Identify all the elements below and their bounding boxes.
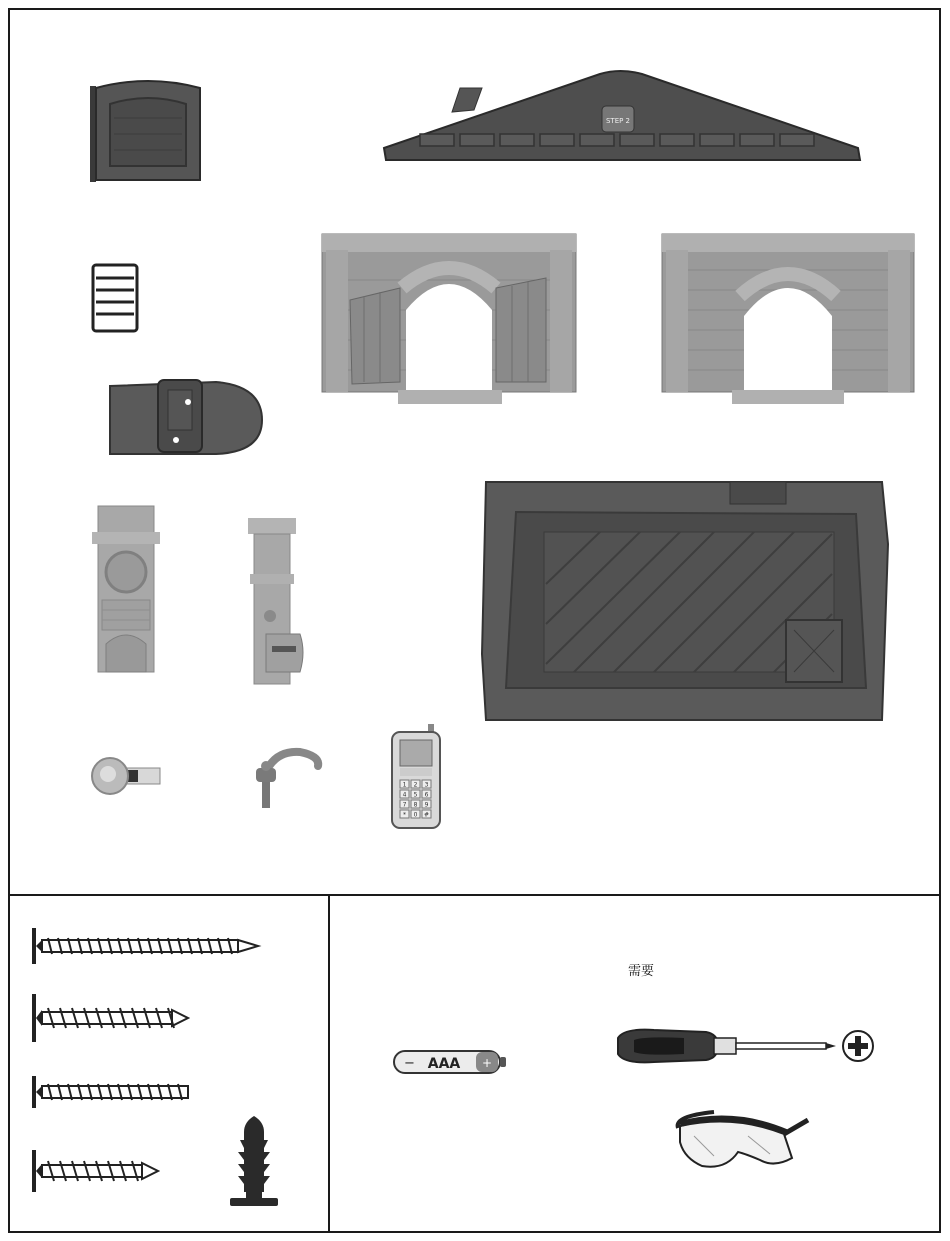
push-rivet-part [226,1114,282,1212]
column-mail-slot-part [244,516,308,688]
safety-glasses-icon [674,1106,814,1174]
mailbox-flap-part [106,378,264,458]
battery-minus-sign: − [404,1056,415,1071]
phone-key: 8 [413,801,418,809]
toy-phone-part [390,724,442,830]
phone-key: 0 [413,811,418,819]
phone-key: 9 [424,801,429,809]
back-wall-part [660,230,916,406]
medium-screw-part [26,992,190,1044]
faucet-part [244,746,324,810]
roof-logo-text: STEP 2 [605,117,631,125]
phillips-screwdriver-icon [614,1026,878,1066]
phone-key: 3 [424,781,429,789]
aaa-battery-icon [392,1048,510,1076]
roof-part [380,68,864,166]
phone-key: 5 [413,791,418,799]
phone-key: 1 [402,781,407,789]
phone-key: 2 [413,781,418,789]
phone-key: 6 [424,791,429,799]
phone-key: * [403,811,406,819]
door-panel-part [88,78,206,188]
column-mailbox-part [88,504,164,674]
long-screw-part [26,924,262,968]
window-grill-part [90,262,140,334]
battery-type-label: AAA [427,1056,461,1072]
phone-key: # [423,811,430,819]
battery-plus-sign: + [481,1056,493,1070]
small-screw-part [26,1148,160,1194]
short-screw-part [26,1074,190,1110]
front-wall-part [320,230,578,408]
phone-key: 7 [402,801,407,809]
doorbell-part [88,752,166,800]
floor-base-part [476,474,892,726]
phone-key: 4 [402,791,407,799]
tools-needed-label: 需要 [628,964,655,979]
